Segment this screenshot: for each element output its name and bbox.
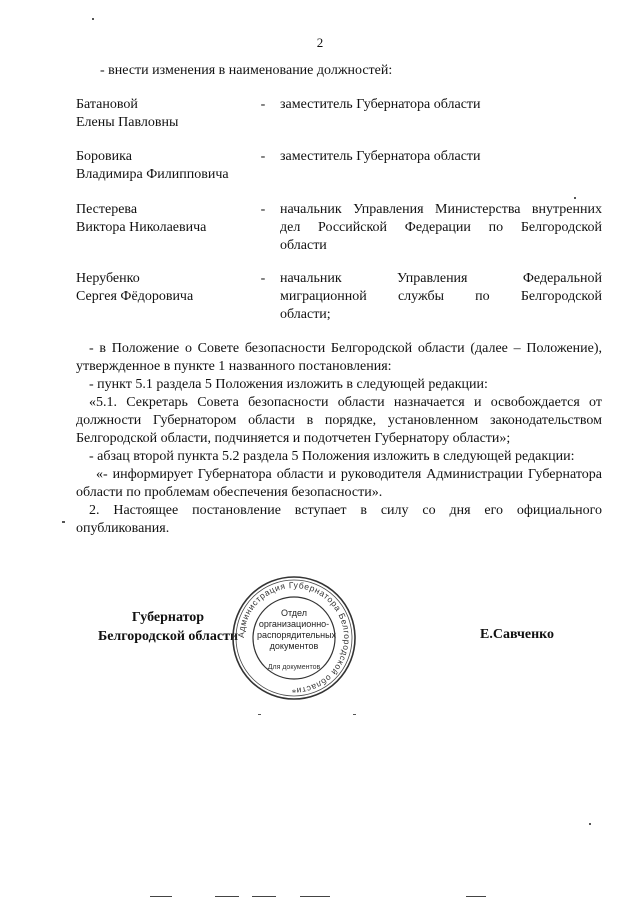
person-name-4a: Нерубенко (76, 271, 140, 286)
signature-title-line2: Белгородской области (97, 629, 239, 644)
stamp-inner-line-3: распорядительных (257, 630, 337, 640)
paragraph-5: «- информирует Губернатора области и руководителя Администрации Губернатора области по проблемам обеспечения безопасности». (76, 467, 602, 500)
scan-edge-mark (252, 896, 276, 897)
official-stamp (230, 574, 358, 702)
paragraph-2: - пункт 5.1 раздела 5 Положения изложить в следующей редакции: (89, 377, 488, 392)
stamp-inner-line-4: документов (269, 641, 319, 651)
person-name-1a: Батановой (76, 97, 138, 112)
svg-text:*: * (291, 688, 297, 698)
page-number: 2 (316, 35, 324, 50)
scan-edge-mark (466, 896, 486, 897)
scan-edge-mark (300, 896, 330, 897)
position-4-line3: области; (280, 307, 331, 322)
person-name-4b: Сергея Фёдоровича (76, 289, 194, 304)
position-1: заместитель Губернатора области (280, 97, 481, 112)
scan-speck (589, 823, 591, 825)
scan-edge-mark (215, 896, 239, 897)
stamp-bottom-text: Для документов (267, 664, 321, 671)
position-2: заместитель Губернатора области (280, 149, 481, 164)
signature-name: Е.Савченко (480, 627, 555, 642)
intro-line: - внести изменения в наименование должностей: (100, 63, 393, 78)
position-3-line2: дел Российской Федерации по Белгородской (280, 220, 602, 235)
signature-title (88, 608, 248, 646)
person-name-2b: Владимира Филипповича (76, 167, 229, 182)
position-3-line1: начальник Управления Министерства внутренних (280, 202, 602, 217)
stamp-inner-line-1: Отдел (280, 608, 308, 618)
paragraph-4: - абзац второй пункта 5.2 раздела 5 Положения изложить в следующей редакции: (89, 449, 575, 464)
dash-3: - (260, 202, 266, 217)
paragraph-3: «5.1. Секретарь Совета безопасности области назначается и освобождается от должности Губернатором области в порядке, установленном законодательством Белгородской области, подчиняется и подотчетен Губернатору области»; (76, 395, 602, 446)
scan-edge-mark (150, 896, 172, 897)
paragraph-6: 2. Настоящее постановление вступает в силу со дня его официального опубликования. (76, 503, 602, 536)
dash-4: - (260, 271, 266, 286)
scan-speck (574, 197, 576, 199)
dash-2: - (260, 149, 266, 164)
person-name-2a: Боровика (76, 149, 132, 164)
scan-speck (92, 18, 94, 20)
stamp-inner-line-2: организационно- (258, 619, 330, 629)
paragraph-1: - в Положение о Совете безопасности Белгородской области (далее – Положение), утвержденное в пункте 1 названного постановления: (76, 341, 602, 374)
body-text (76, 340, 602, 538)
scan-speck (353, 714, 356, 715)
person-name-3b: Виктора Николаевича (76, 220, 207, 235)
scan-speck (258, 714, 261, 715)
position-3-line3: области (280, 238, 327, 253)
person-name-3a: Пестерева (76, 202, 138, 217)
svg-text:Администрация Губернатора Белг: Администрация Губернатора Белгородской области (235, 579, 353, 697)
person-name-1b: Елены Павловны (76, 115, 179, 130)
signature-title-line1: Губернатор (131, 610, 205, 625)
stamp-inner-text (257, 608, 337, 652)
position-4-line2: миграционной службы по Белгородской (280, 289, 602, 304)
position-4-line1: начальник Управления Федеральной (280, 271, 602, 286)
dash-1: - (260, 97, 266, 112)
scan-speck (62, 521, 65, 523)
